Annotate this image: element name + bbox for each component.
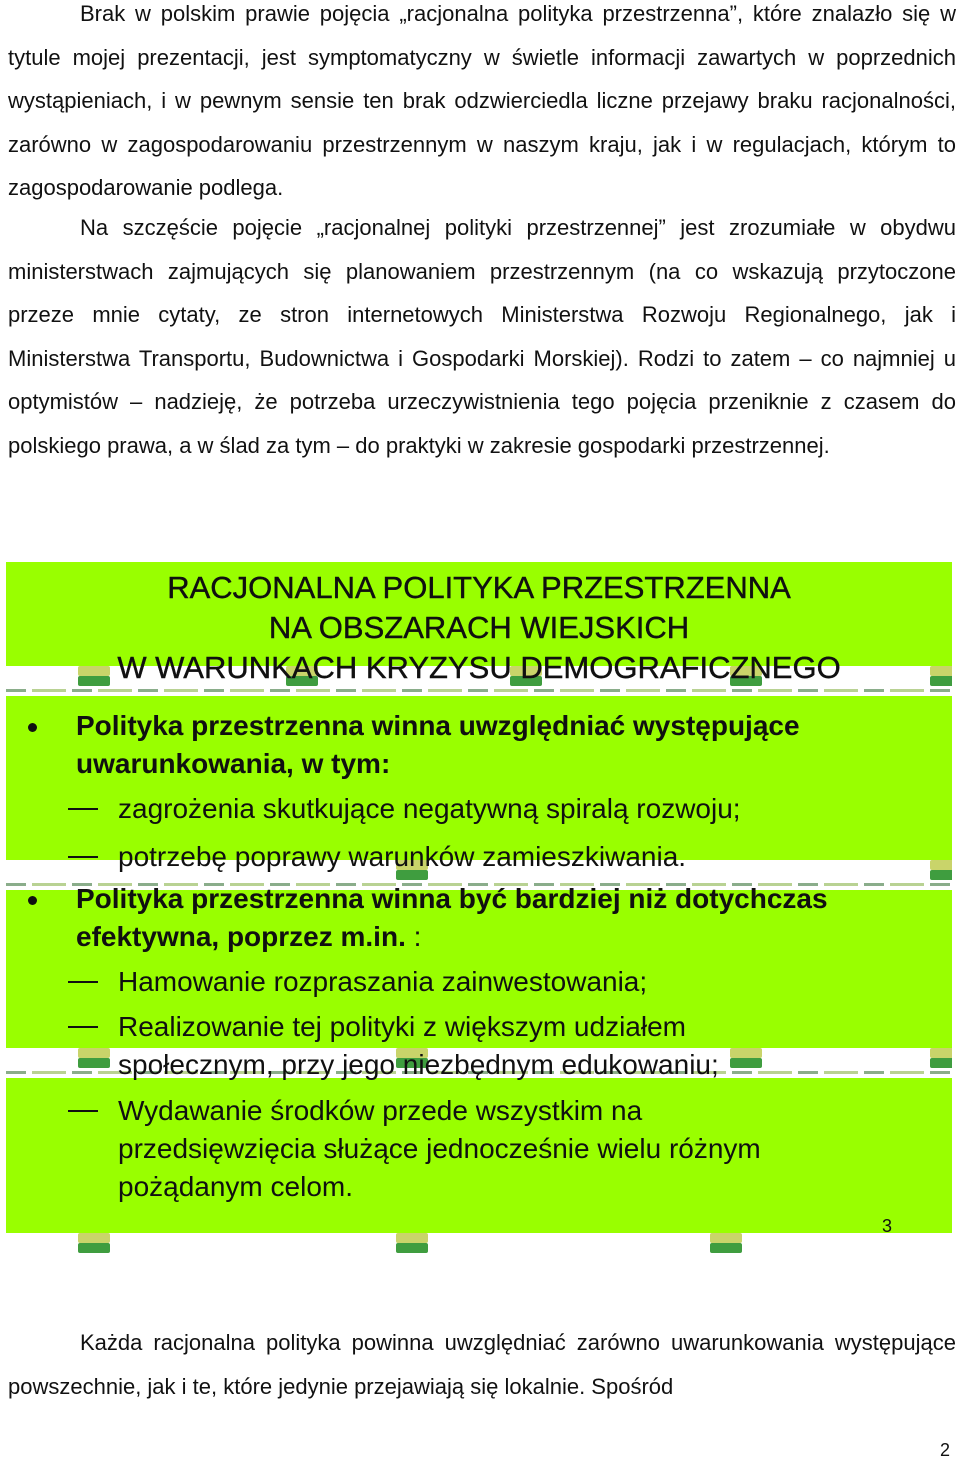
dash-icon [68,1110,98,1112]
slide-title-line: RACJONALNA POLITYKA PRZESTRZENNA [167,570,791,605]
bullet-line: Polityka przestrzenna winna uwzględniać występujące [76,710,800,741]
ecoland-logo-icon [926,860,952,882]
paragraph-intro: Brak w polskim prawie pojęcia „racjonalna polityka przestrzenna”, które znalazło się w tytule mojej prezentacji, jest symptomatyczny w świetle informacji zawartych w poprzednich wystąpieniach, i w pewnym sensie ten brak odzwierciedla liczne przejawy braku racjonalności, zarówno w zagospodarowaniu przestrzennym w naszym kraju, jak i w regulacjach, którym to zagospodarowanie podlega. [8,1,956,201]
sub-item-text: Wydawanie środków przede wszystkim na [118,1095,643,1126]
ecoland-logo-icon [706,1233,746,1255]
sub-item-text: potrzebę poprawy warunków zamieszkiwania. [118,841,687,872]
presentation-slide [6,562,952,1256]
paragraph-conditions: Każda racjonalna polityka powinna uwzględniać zarówno uwarunkowania występujące powszechnie, jak i te, które jedynie przejawiają się lokalnie. Spośród [8,1330,956,1399]
sub-item-text: przedsięwzięcia służące jednocześnie wielu różnym [118,1133,761,1164]
slide-title-line: NA OBSZARACH WIEJSKICH [268,610,690,645]
slide-title-line: W WARUNKACH KRYZYSU DEMOGRAFICZNEGO [117,650,841,685]
page-number: 2 [939,1440,950,1460]
bullet-line [76,918,926,956]
dash-icon [68,1026,98,1028]
dash-icon [68,856,98,858]
sub-item-text: Hamowanie rozpraszania zainwestowania; [118,966,648,997]
bullet-dot-icon [28,896,37,905]
ecoland-logo-icon [926,1048,952,1070]
bullet-line-suffix: : [405,921,422,952]
slide-footer-band [6,1233,952,1256]
dash-icon [68,981,98,983]
sub-item-text: pożądanym celom. [118,1171,354,1202]
dash-icon [68,808,98,810]
bullet-line-bold: efektywna, poprzez m.in. [76,921,406,952]
ecoland-logo-icon [74,1233,114,1255]
sub-item-text: społecznym, przy jego niezbędnym edukowaniu; [118,1049,719,1080]
bullet-line: uwarunkowania, w tym: [76,748,391,779]
bullet-dot-icon [28,723,37,732]
paragraph-ministries: Na szczęście pojęcie „racjonalnej polityki przestrzennej” jest zrozumiałe w obydwu ministerstwach zajmujących się planowaniem przestrzennym (na co wskazują przytoczone przeze mnie cytaty, ze stron internetowych Ministerstwa Rozwoju Regionalnego, jak i Ministerstwa Transportu, Budownictwa i Gospodarki Morskiej). Rodzi to zatem – co najmniej u optymistów – nadzieję, że potrzeba urzeczywistnienia tego pojęcia przeniknie z czasem do polskiego prawa, a w ślad za tym – do praktyki w zakresie gospodarki przestrzennej. [8,215,956,458]
sub-item-text: zagrożenia skutkujące negatywną spiralą rozwoju; [118,793,741,824]
sub-item-text: Realizowanie tej polityki z większym udziałem [118,1011,686,1042]
ecoland-logo-icon [74,1048,114,1070]
slide-number: 3 [882,1216,893,1236]
ecoland-logo-icon [392,1233,432,1255]
bullet-line: Polityka przestrzenna winna być bardziej niż dotychczas [76,883,828,914]
slide-title [6,568,952,688]
